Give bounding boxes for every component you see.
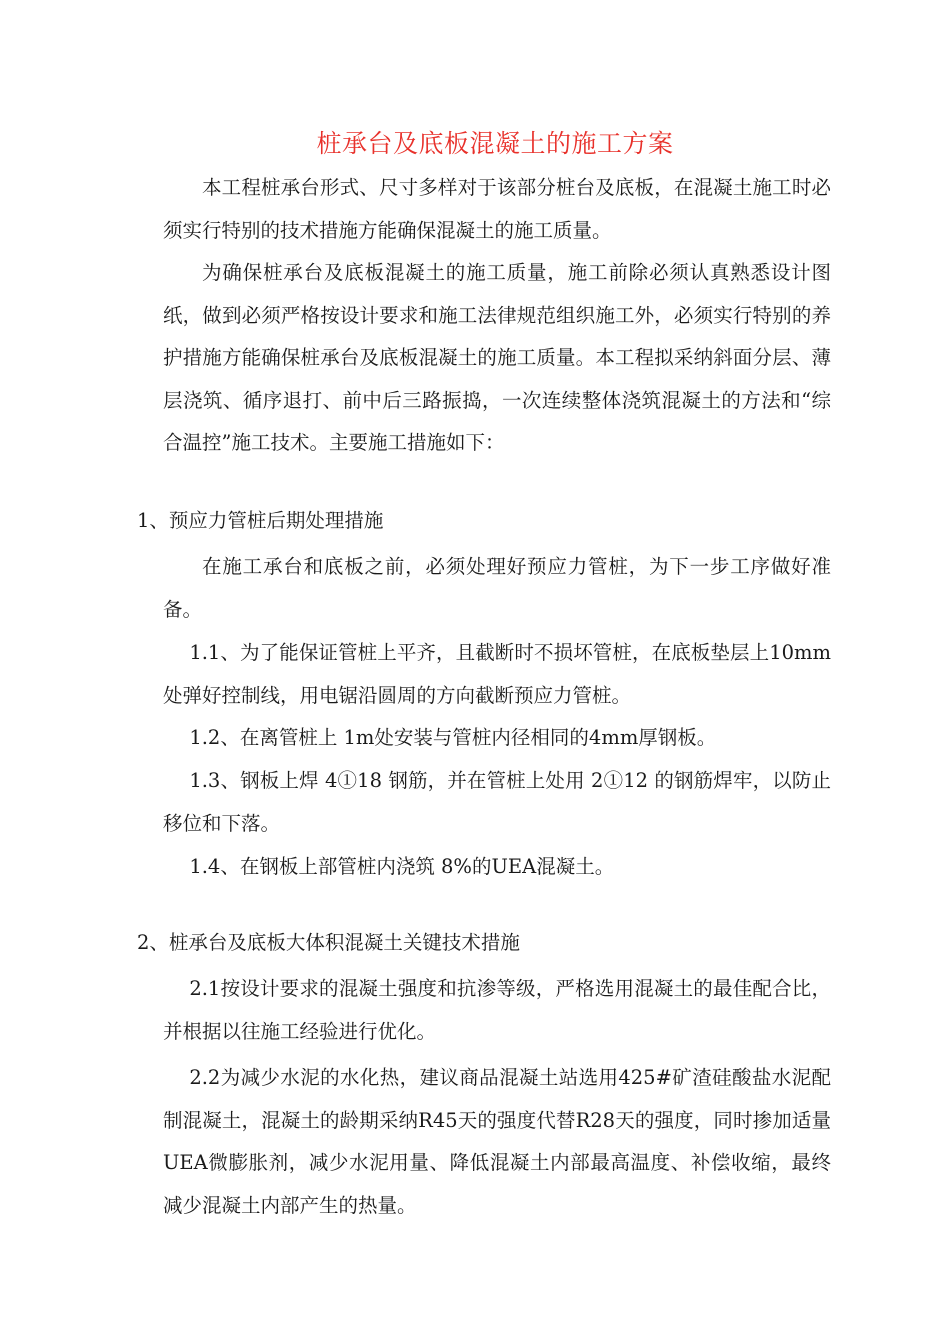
- document-title: 桩承台及底板混凝土的施工方案: [316, 129, 674, 158]
- section2-heading: 2、桩承台及底板大体积混凝土关键技术措施: [137, 931, 520, 954]
- section1-item-4: 1.4、在钢板上部管桩内浇筑 8%的UEA混凝土。: [189, 855, 615, 878]
- section2-item-2: 2.2为减少水泥的水化热，建议商品混凝土站选用425#矿渣硅酸盐水泥配制混凝土，混凝土的龄期采纳R45天的强度代替R28天的强度，同时掺加适量UEA微膨胀剂，减少水泥用量、降低混凝土内部最高温度、补偿收缩，最终减少混凝土内部产生的热量。: [163, 1066, 831, 1217]
- section1-heading: 1、预应力管桩后期处理措施: [137, 509, 384, 532]
- section2-item-1: 2.1按设计要求的混凝土强度和抗渗等级，严格选用混凝土的最佳配合比，并根据以往施工经验进行优化。: [163, 977, 831, 1043]
- section1-item-2: 1.2、在离管桩上 1m处安装与管桩内径相同的4mm厚钢板。: [189, 726, 717, 749]
- section1-item-1: 1.1、为了能保证管桩上平齐，且截断时不损坏管桩，在底板垫层上10mm处弹好控制线，用电锯沿圆周的方向截断预应力管桩。: [163, 641, 831, 707]
- section1-lead: 在施工承台和底板之前，必须处理好预应力管桩，为下一步工序做好准备。: [163, 555, 831, 621]
- intro-paragraph-2: 为确保桩承台及底板混凝土的施工质量，施工前除必须认真熟悉设计图纸，做到必须严格按设计要求和施工法律规范组织施工外，必须实行特别的养护措施方能确保桩承台及底板混凝土的施工质量。本工程拟采纳斜面分层、薄层浇筑、循序退打、前中后三路振捣，一次连续整体浇筑混凝土的方法和“综合温控”施工技术。主要施工措施如下：: [163, 261, 831, 454]
- section1-item-3: 1.3、钢板上焊 4①18 钢筋，并在管桩上处用 2①12 的钢筋焊牢，以防止移位和下落。: [163, 769, 831, 835]
- intro-paragraph-1: 本工程桩承台形式、尺寸多样对于该部分桩台及底板，在混凝土施工时必须实行特别的技术措施方能确保混凝土的施工质量。: [163, 176, 831, 242]
